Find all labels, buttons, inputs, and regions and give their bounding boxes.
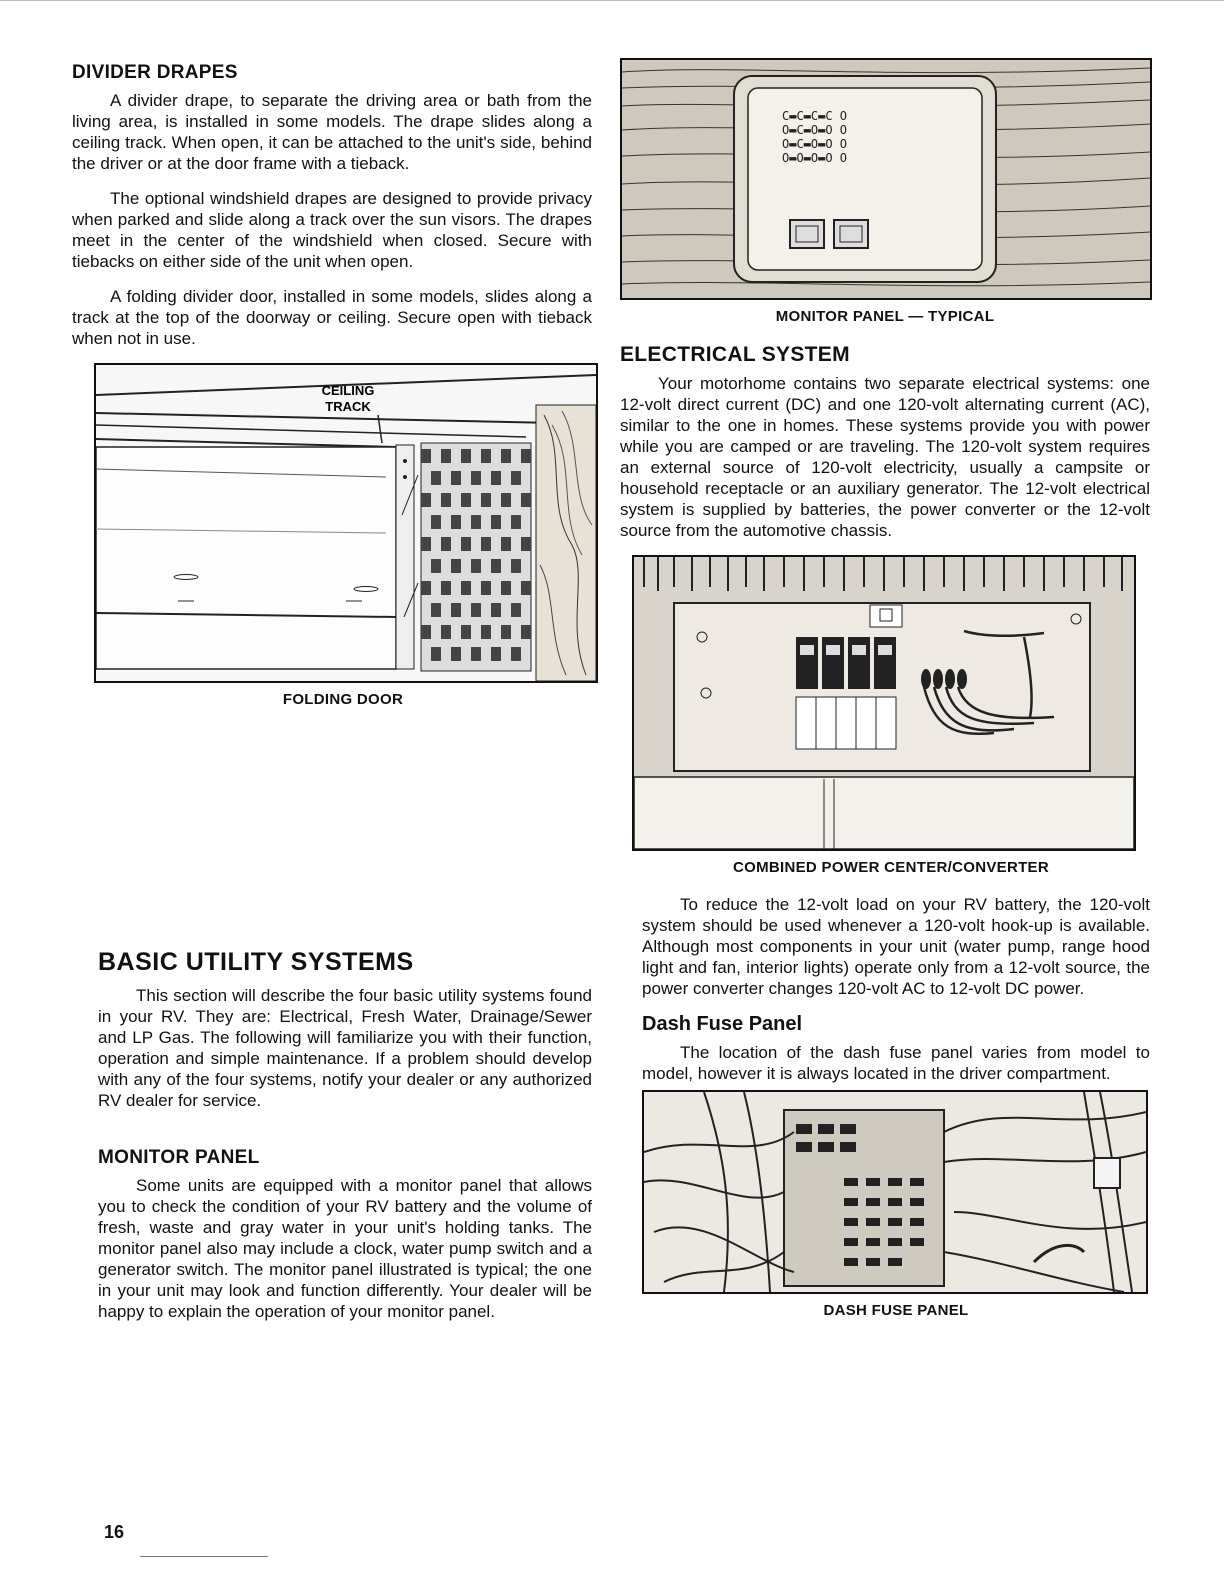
divider-drapes-heading: DIVIDER DRAPES xyxy=(72,62,238,83)
divider-drapes-paragraph-1: A divider drape, to separate the driving area or bath from the living area, is installed in some models. The drape slides along a ceiling track. When open, it can be attached to the unit's side, behind the driver or at the door frame with a tieback. xyxy=(72,91,592,173)
svg-text:O▬C▬O▬O O: O▬C▬O▬O O xyxy=(782,123,848,137)
dash-fuse-panel-heading: Dash Fuse Panel xyxy=(642,1013,803,1035)
svg-text:O▬O▬O▬O O: O▬O▬O▬O O xyxy=(782,151,848,165)
basic-utility-paragraph: This section will describe the four basic utility systems found in your RV. They are: Electrical, Fresh Water, Drainage/Sewer and LP Gas. The following will familiarize you with their function, operation and simple maintenance. If a problem should develop with any of the four systems, notify your dealer or any authorized RV dealer for service. xyxy=(98,986,592,1110)
dash-fuse-panel-paragraph: The location of the dash fuse panel varies from model to model, however it is always located in the driver compartment. xyxy=(642,1043,1150,1083)
electrical-system-heading: ELECTRICAL SYSTEM xyxy=(620,343,850,366)
power-center-drawing xyxy=(634,557,1134,849)
svg-text:C▬C▬C▬C O: C▬C▬C▬C O xyxy=(782,109,848,123)
dash-fuse-panel-illustration xyxy=(642,1090,1148,1294)
monitor-panel-drawing xyxy=(622,60,1150,298)
ceiling-track-label-line1: CEILING xyxy=(321,383,375,398)
footer-rule xyxy=(140,1556,268,1557)
electrical-system-paragraph: Your motorhome contains two separate electrical systems: one 12-volt direct current (DC) and one 120-volt alternating current (AC), similar to the one in homes. These systems provide you with power while you are camped or are traveling. The 120-volt system requires an external source of 120-volt electricity, usually a campsite or household receptacle or an auxiliary generator. The 12-volt electrical system is supplied by batteries, the power converter or the 12-volt source from the automotive chassis. xyxy=(620,374,1150,540)
monitor-indicator-lights xyxy=(782,109,847,165)
monitor-switch-left xyxy=(790,220,824,248)
folding-door-caption: FOLDING DOOR xyxy=(282,691,404,708)
monitor-panel-illustration xyxy=(620,58,1152,300)
svg-text:O▬C▬O▬O O: O▬C▬O▬O O xyxy=(782,137,848,151)
folding-door-drawing xyxy=(96,365,596,681)
right-column xyxy=(620,58,1150,1337)
divider-drapes-paragraph-2: The optional windshield drapes are designed to provide privacy when parked and slide along a track over the sun visors. The drapes meet in the center of the windshield when closed. Secure with tiebacks on either side of the unit when open. xyxy=(72,189,592,271)
monitor-panel-paragraph: Some units are equipped with a monitor panel that allows you to check the condition of your RV battery and the volume of fresh, waste and gray water in your unit's holding tanks. The monitor panel also may include a clock, water pump switch and a generator switch. The monitor panel illustrated is typical; the one in your unit may look and function differently. Your dealer will be happy to explain the operation of your monitor panel. xyxy=(98,1176,592,1321)
dash-fuse-panel-drawing xyxy=(644,1092,1146,1292)
dash-fuse-panel-caption: DASH FUSE PANEL xyxy=(823,1302,969,1319)
ceiling-track-label-line2: TRACK xyxy=(325,399,371,414)
monitor-panel-caption: MONITOR PANEL — TYPICAL xyxy=(775,308,995,325)
left-column xyxy=(72,62,592,1336)
basic-utility-systems-heading: BASIC UTILITY SYSTEMS xyxy=(98,948,414,976)
page-number: 16 xyxy=(104,1522,125,1542)
power-center-caption: COMBINED POWER CENTER/CONVERTER xyxy=(733,859,1049,876)
folding-door-panels xyxy=(421,443,531,671)
top-rule xyxy=(0,0,1224,1)
converter-paragraph: To reduce the 12-volt load on your RV battery, the 120-volt system should be used whenever a 120-volt hook-up is available. Although most components in your unit (water pump, range hood light and fan, interior lights) operate only from a 12-volt source, the power converter changes 120-volt AC to 12-volt DC power. xyxy=(642,895,1150,998)
monitor-switch-right xyxy=(834,220,868,248)
divider-drapes-paragraph-3: A folding divider door, installed in some models, slides along a track at the top of the doorway or ceiling. Secure open with tieback when not in use. xyxy=(72,287,592,348)
monitor-panel-heading: MONITOR PANEL xyxy=(98,1147,260,1168)
power-center-illustration xyxy=(632,555,1136,851)
wood-grain-panel xyxy=(536,405,596,681)
folding-door-illustration xyxy=(94,363,598,683)
